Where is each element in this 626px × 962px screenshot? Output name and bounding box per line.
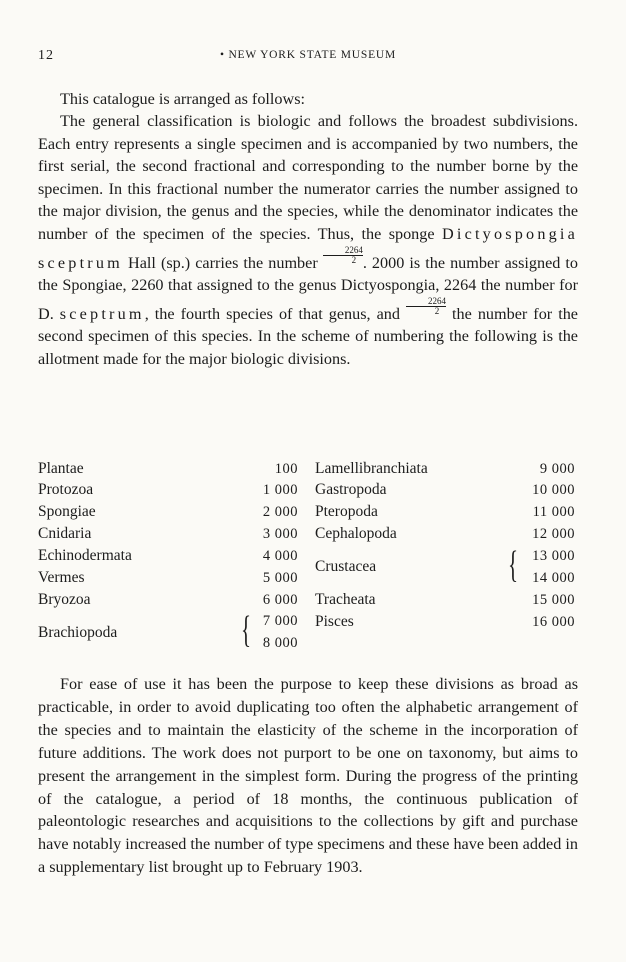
fraction-denominator: 2 (351, 254, 357, 265)
fraction-number-2 (406, 297, 446, 316)
fraction-numerator: 2264 (323, 246, 363, 256)
division-name: Brachiopoda (38, 624, 118, 641)
division-name: Plantae (38, 460, 84, 477)
fraction-numerator-2: 2264 (406, 297, 446, 307)
division-name: Crustacea (315, 558, 377, 575)
division-name: Lamellibranchiata (315, 460, 428, 477)
para1-text-2: Hall (sp.) carries the number (122, 253, 323, 272)
running-head: • NEW YORK STATE MUSEUM (219, 49, 397, 61)
division-name: Bryozoa (38, 591, 91, 608)
page-header (38, 48, 578, 68)
division-name: Pteropoda (315, 503, 378, 520)
para1-text-3: . 2000 is the number assigned to the Spongiae, 2260 that assigned to the genus Dictyospongia, 2264 the number for D. (38, 253, 579, 323)
usage-paragraph: For ease of use it has been the purpose to keep these divisions as broad as practicable, in order to avoid duplicating too often the alphabetic arrangement of the species and to maintain the elasticity of the scheme in the incorporation of future additions. The work does not purport to be one on taxonomy, but aims to present the arrangement in the simplest form. During the progress of the printing of the catalogue, a period of 18 months, the continuous publication of paleontologic researches and acquisitions to the collections by gift and purchase have notably increased the number of type specimens and these have been added in a supplementary list brought up to February 1903. (38, 675, 578, 877)
division-number: 3 000 (262, 526, 298, 542)
division-number: 14 000 (532, 570, 575, 586)
brace: { (508, 544, 519, 586)
division-number: 12 000 (532, 526, 575, 542)
division-name: Vermes (38, 569, 85, 586)
para1-text-4: , the fourth species of that genus, and (144, 304, 406, 323)
division-number: 7 000 (262, 613, 298, 629)
division-number: 6 000 (262, 592, 298, 608)
brace: { (241, 609, 252, 651)
division-number: 11 000 (532, 504, 575, 520)
division-number: 15 000 (532, 592, 575, 608)
para1-text-1: The general classification is biologic and follows the broadest subdivisions. Each entry represents a single specimen and is accompanied by two numbers, the first serial, the second fractional and corresponding to the number borne by the specimen. In this fractional number the numerator carries the number assigned to the major division, the genus and the species, while the denominator indicates the number of the specimen of the species. Thus, the sponge (38, 112, 578, 243)
species-name: sceptrum (59, 304, 145, 323)
division-number: 4 000 (262, 548, 298, 564)
division-name: Pisces (315, 613, 354, 630)
division-number: 8 000 (262, 635, 298, 651)
intro-line: This catalogue is arranged as follows: (60, 90, 305, 108)
division-number: 13 000 (532, 548, 575, 564)
para1-text-5: the number for the second specimen of this species. In the scheme of numbering the following is the allotment made for the major biologic divisions. (38, 304, 578, 368)
division-number: 5 000 (262, 570, 298, 586)
genus-species-name: Dictyospongia sceptrum (38, 224, 578, 272)
division-name: Cephalopoda (315, 525, 397, 542)
page-number: 12 (38, 48, 54, 63)
classification-paragraph (38, 110, 578, 371)
division-name: Tracheata (315, 591, 376, 608)
division-number: 16 000 (532, 614, 575, 630)
division-name: Spongiae (38, 503, 96, 520)
division-name: Gastropoda (315, 481, 387, 498)
fraction-number (323, 246, 363, 265)
division-number: 2 000 (262, 504, 298, 520)
division-number: 9 000 (539, 461, 575, 477)
division-number: 100 (274, 461, 298, 477)
fraction-denominator-2: 2 (434, 305, 440, 316)
divisions-table (38, 460, 578, 660)
division-name: Cnidaria (38, 525, 92, 542)
division-name: Protozoa (38, 481, 94, 498)
division-number: 1 000 (262, 482, 298, 498)
division-number: 10 000 (532, 482, 575, 498)
division-name: Echinodermata (38, 547, 132, 564)
